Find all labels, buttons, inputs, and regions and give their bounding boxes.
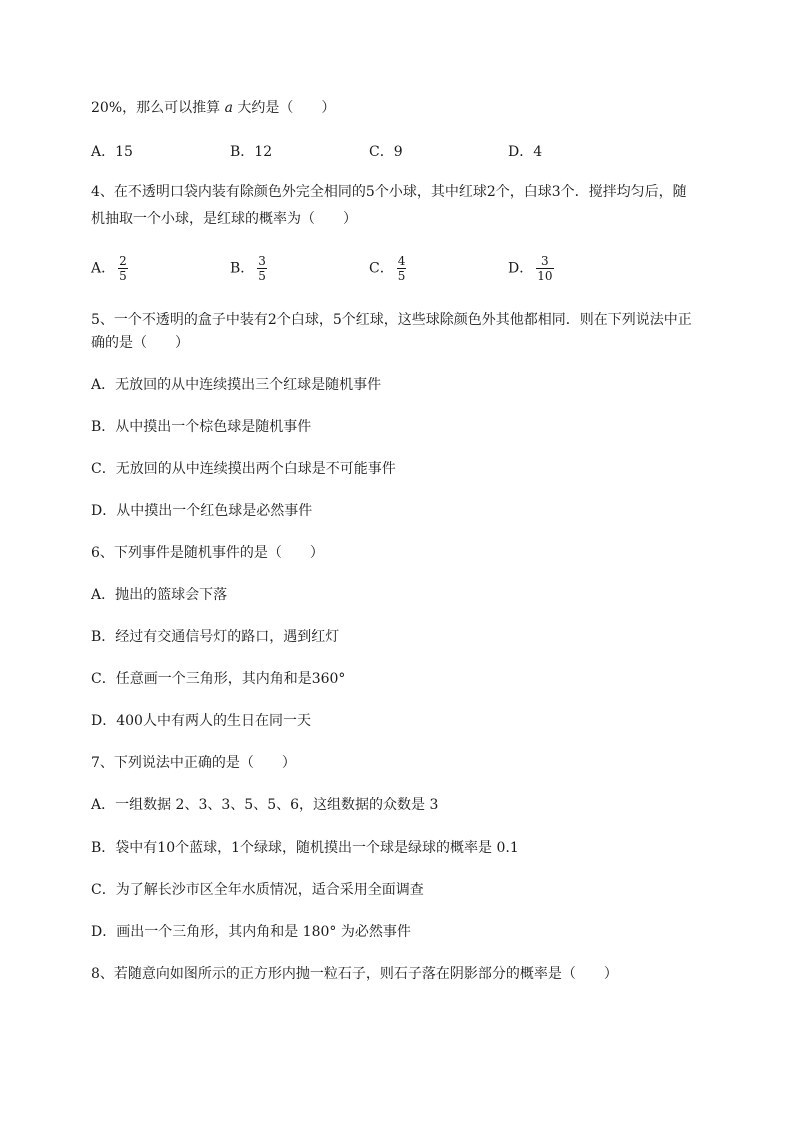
- q4-option-b-label: B．: [230, 260, 255, 277]
- q4-stem-line-1: 4、在不透明口袋内装有除颜色外完全相同的5个小球，其中红球2个，白球3个．搅拌均匀后，随: [91, 184, 687, 200]
- q6-option-a[interactable]: A．抛出的篮球会下落: [91, 587, 228, 603]
- q3-variable: a: [224, 100, 233, 116]
- fraction-numerator: 3: [536, 254, 553, 269]
- q4-option-c-label: C．: [369, 260, 394, 277]
- q4-option-d[interactable]: [508, 254, 554, 283]
- q6-option-b[interactable]: B．经过有交通信号灯的路口，遇到红灯: [91, 629, 340, 645]
- q6-stem: 6、下列事件是随机事件的是（ ）: [91, 545, 324, 561]
- q5-stem-line-2: 确的是（ ）: [91, 335, 189, 351]
- q4-stem-line-2: 机抽取一个小球，是红球的概率为（ ）: [91, 211, 357, 227]
- fraction-denominator: 5: [258, 269, 266, 283]
- q5-stem-line-1: 5、一个不透明的盒子中装有2个白球，5个红球，这些球除颜色外其他都相同．则在下列说法中正: [91, 312, 692, 328]
- q5-option-d[interactable]: D．从中摸出一个红色球是必然事件: [91, 503, 313, 519]
- q3-stem-text: 20%，那么可以推算: [91, 100, 225, 116]
- q5-option-c[interactable]: C．无放回的从中连续摸出两个白球是不可能事件: [91, 461, 396, 477]
- q3-option-a[interactable]: A．15: [91, 144, 133, 160]
- q4-option-c[interactable]: [369, 254, 406, 283]
- q7-option-b[interactable]: B．袋中有10个蓝球，1个绿球，随机摸出一个球是绿球的概率是 0.1: [91, 840, 519, 856]
- fraction-denominator: 5: [397, 269, 406, 283]
- q4-option-d-fraction: [536, 254, 553, 283]
- q3-stem-text-end: 大约是（ ）: [232, 100, 336, 116]
- q4-option-a-fraction: [118, 254, 128, 283]
- q3-option-b[interactable]: B．12: [230, 144, 273, 160]
- q4-option-b-fraction: [257, 254, 267, 283]
- q6-option-c[interactable]: C．任意画一个三角形，其内角和是360°: [91, 671, 346, 687]
- fraction-numerator: 3: [258, 254, 266, 268]
- q7-option-d[interactable]: D．画出一个三角形，其内角和是 180° 为必然事件: [91, 924, 411, 940]
- fraction-denominator: 5: [119, 269, 127, 283]
- q3-option-c[interactable]: C．9: [369, 144, 403, 160]
- q3-option-d[interactable]: D．4: [508, 144, 543, 160]
- q4-option-c-fraction: [397, 254, 407, 283]
- q7-option-c[interactable]: C．为了解长沙市区全年水质情况，适合采用全面调查: [91, 882, 424, 898]
- q7-stem: 7、下列说法中正确的是（ ）: [91, 755, 296, 771]
- q7-option-a[interactable]: A．一组数据 2、3、3、5、5、6，这组数据的众数是 3: [91, 797, 439, 813]
- q8-stem: 8、若随意向如图所示的正方形内抛一粒石子，则石子落在阴影部分的概率是（ ）: [91, 966, 618, 982]
- q5-option-b[interactable]: B．从中摸出一个棕色球是随机事件: [91, 419, 312, 435]
- fraction-numerator: 2: [119, 254, 127, 268]
- q5-option-a[interactable]: A．无放回的从中连续摸出三个红球是随机事件: [91, 377, 382, 393]
- q4-option-b[interactable]: [230, 254, 267, 283]
- fraction-numerator: 4: [397, 254, 406, 268]
- q4-option-a-label: A．: [91, 260, 116, 277]
- q4-option-a[interactable]: [91, 254, 128, 283]
- q4-option-d-label: D．: [508, 260, 534, 277]
- q6-option-d[interactable]: D．400人中有两人的生日在同一天: [91, 713, 311, 729]
- q3-stem-tail: [91, 98, 335, 118]
- fraction-denominator: 10: [537, 269, 553, 283]
